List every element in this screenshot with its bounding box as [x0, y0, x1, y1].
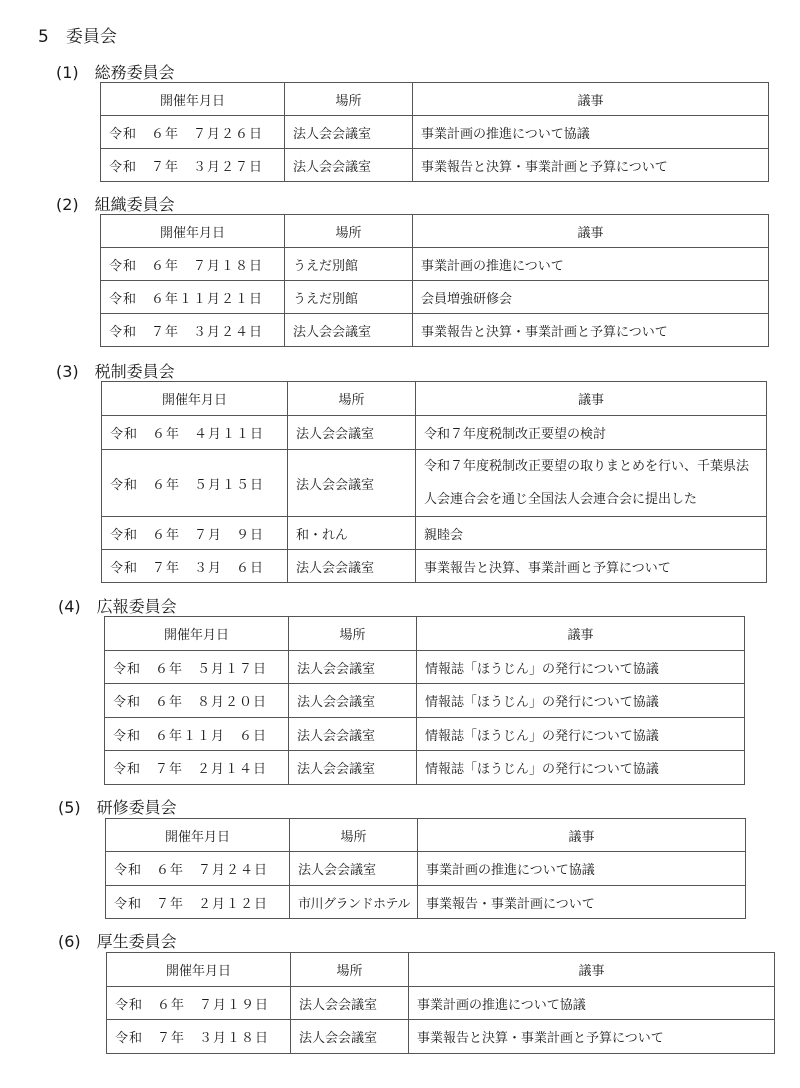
column-header-place: 場所: [290, 819, 418, 852]
cell-agenda: 情報誌「ほうじん」の発行について協議: [417, 684, 745, 718]
cell-agenda: 事業報告と決算、事業計画と予算について: [416, 550, 767, 583]
cell-date: 令和 ７年 ３月２４日: [101, 314, 285, 347]
section-heading-zeisei: (3) 税制委員会: [56, 362, 175, 381]
table-header-row: [101, 215, 769, 248]
cell-agenda: 令和７年度税制改正要望の検討: [416, 416, 767, 450]
cell-place: 法人会会議室: [288, 416, 416, 450]
table-row: [102, 450, 767, 517]
cell-date: 令和 ６年 ７月 ９日: [102, 517, 288, 550]
cell-agenda: 事業報告と決算・事業計画と予算について: [409, 1020, 775, 1054]
cell-place: 法人会会議室: [285, 314, 413, 347]
section-heading-kenshuu: (5) 研修委員会: [58, 798, 177, 817]
cell-place: 法人会会議室: [291, 1020, 409, 1054]
table-header-row: [102, 382, 767, 416]
table-header-row: [105, 617, 745, 651]
cell-date: 令和 ６年１１月 ６日: [105, 718, 289, 751]
cell-agenda: 事業報告と決算・事業計画と予算について: [413, 314, 769, 347]
column-header-agenda: 議事: [413, 83, 769, 116]
committee-table-kousei: [106, 952, 775, 1054]
cell-agenda: 事業計画の推進について: [413, 248, 769, 281]
column-header-agenda: 議事: [413, 215, 769, 248]
cell-place: うえだ別館: [285, 248, 413, 281]
table-row: [101, 248, 769, 281]
cell-agenda: 事業計画の推進について協議: [413, 116, 769, 149]
table-row: [102, 550, 767, 583]
cell-agenda: 事業計画の推進について協議: [418, 852, 746, 886]
cell-date: 令和 ７年 ２月１４日: [105, 751, 289, 785]
cell-place: 市川グランドホテル: [290, 886, 418, 919]
column-header-place: 場所: [285, 215, 413, 248]
cell-date: 令和 ６年 ７月２６日: [101, 116, 285, 149]
cell-date: 令和 ６年 ８月２０日: [105, 684, 289, 718]
cell-date: 令和 ６年 ５月１７日: [105, 651, 289, 684]
committee-table-zeisei: [101, 381, 767, 583]
cell-date: 令和 ７年 ３月１８日: [107, 1020, 291, 1054]
column-header-date: 開催年月日: [102, 382, 288, 416]
cell-agenda: 親睦会: [416, 517, 767, 550]
cell-date: 令和 ６年 ７月１８日: [101, 248, 285, 281]
cell-place: 法人会会議室: [288, 450, 416, 517]
column-header-date: 開催年月日: [107, 953, 291, 987]
column-header-place: 場所: [288, 382, 416, 416]
table-row: [106, 886, 746, 919]
cell-place: 法人会会議室: [288, 550, 416, 583]
committee-table-soumu: [100, 82, 769, 182]
column-header-place: 場所: [291, 953, 409, 987]
table-row: [107, 1020, 775, 1054]
cell-agenda: 情報誌「ほうじん」の発行について協議: [417, 651, 745, 684]
table-row: [102, 416, 767, 450]
column-header-place: 場所: [285, 83, 413, 116]
table-row: [101, 116, 769, 149]
table-row: [107, 987, 775, 1020]
table-header-row: [101, 83, 769, 116]
cell-place: 法人会会議室: [289, 651, 417, 684]
column-header-agenda: 議事: [409, 953, 775, 987]
cell-date: 令和 ６年１１月２１日: [101, 281, 285, 314]
cell-place: 法人会会議室: [285, 116, 413, 149]
table-row: [106, 852, 746, 886]
cell-date: 令和 ７年 ３月２７日: [101, 149, 285, 182]
table-row: [105, 718, 745, 751]
cell-place: 法人会会議室: [290, 852, 418, 886]
cell-agenda: 情報誌「ほうじん」の発行について協議: [417, 718, 745, 751]
column-header-agenda: 議事: [417, 617, 745, 651]
committee-table-kouhou: [104, 616, 745, 785]
committee-table-soshiki: [100, 214, 769, 347]
column-header-place: 場所: [289, 617, 417, 651]
cell-place: 法人会会議室: [291, 987, 409, 1020]
column-header-date: 開催年月日: [101, 215, 285, 248]
section-heading-soumu: (1) 総務委員会: [56, 63, 175, 82]
cell-place: 法人会会議室: [285, 149, 413, 182]
table-row: [101, 281, 769, 314]
page-title: 5 委員会: [38, 27, 117, 47]
cell-date: 令和 ６年 ７月１９日: [107, 987, 291, 1020]
column-header-date: 開催年月日: [106, 819, 290, 852]
cell-date: 令和 ６年 ７月２４日: [106, 852, 290, 886]
cell-date: 令和 ７年 ２月１２日: [106, 886, 290, 919]
cell-place: 和・れん: [288, 517, 416, 550]
table-row: [105, 684, 745, 718]
cell-agenda: 事業計画の推進について協議: [409, 987, 775, 1020]
cell-place: 法人会会議室: [289, 751, 417, 785]
cell-date: 令和 ６年 ５月１５日: [102, 450, 288, 517]
cell-place: 法人会会議室: [289, 684, 417, 718]
table-header-row: [106, 819, 746, 852]
table-row: [101, 149, 769, 182]
table-row: [105, 751, 745, 785]
committee-table-kenshuu: [105, 818, 746, 919]
cell-agenda: 令和７年度税制改正要望の取りまとめを行い、千葉県法人会連合会を通じ全国法人会連合会に提出した: [416, 450, 767, 517]
column-header-agenda: 議事: [416, 382, 767, 416]
table-row: [102, 517, 767, 550]
section-heading-soshiki: (2) 組織委員会: [56, 195, 175, 214]
table-row: [105, 651, 745, 684]
column-header-date: 開催年月日: [105, 617, 289, 651]
section-heading-kousei: (6) 厚生委員会: [58, 932, 177, 951]
table-header-row: [107, 953, 775, 987]
section-heading-kouhou: (4) 広報委員会: [58, 597, 177, 616]
cell-agenda: 会員増強研修会: [413, 281, 769, 314]
cell-agenda: 事業報告・事業計画について: [418, 886, 746, 919]
cell-place: うえだ別館: [285, 281, 413, 314]
column-header-agenda: 議事: [418, 819, 746, 852]
cell-agenda: 事業報告と決算・事業計画と予算について: [413, 149, 769, 182]
cell-agenda: 情報誌「ほうじん」の発行について協議: [417, 751, 745, 785]
column-header-date: 開催年月日: [101, 83, 285, 116]
cell-date: 令和 ７年 ３月 ６日: [102, 550, 288, 583]
cell-date: 令和 ６年 ４月１１日: [102, 416, 288, 450]
table-row: [101, 314, 769, 347]
cell-place: 法人会会議室: [289, 718, 417, 751]
